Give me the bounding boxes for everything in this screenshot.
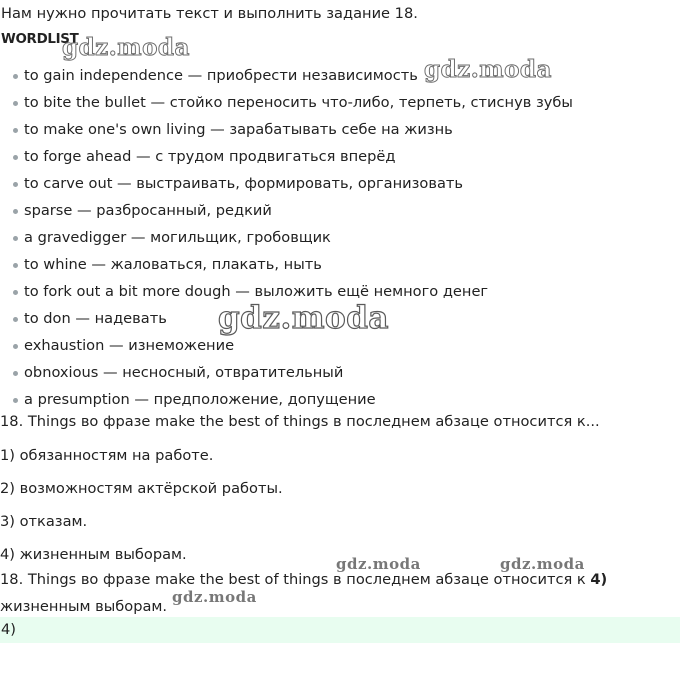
watermark-logo: gdz.moda — [218, 300, 389, 336]
option-1: 1) обязанностям на работе. — [0, 447, 214, 464]
bullet-icon — [13, 398, 18, 403]
wordlist-item: to make one's own living — зарабатывать себе на жизнь — [0, 120, 573, 147]
wordlist-item: to don — надевать — [0, 309, 573, 336]
wordlist-item: to fork out a bit more dough — выложить ещё немного денег — [0, 282, 573, 309]
option-4: 4) жизненным выборам. — [0, 546, 187, 563]
bullet-icon — [13, 317, 18, 322]
bullet-icon — [13, 128, 18, 133]
bullet-icon — [13, 290, 18, 295]
bullet-icon — [13, 263, 18, 268]
wordlist-item: to carve out — выстраивать, формировать, организовать — [0, 174, 573, 201]
wordlist-item: obnoxious — несносный, отвратительный — [0, 363, 573, 390]
answer-box — [0, 617, 680, 643]
wordlist-item: to forge ahead — с трудом продвигаться вперёд — [0, 147, 573, 174]
bullet-icon — [13, 344, 18, 349]
answer-sentence: 18. Things во фразе make the best of things в последнем абзаце относится к 4) — [0, 571, 608, 588]
wordlist-item: to whine — жаловаться, плакать, ныть — [0, 255, 573, 282]
wordlist-item: exhaustion — изнеможение — [0, 336, 573, 363]
option-2: 2) возможностям актёрской работы. — [0, 480, 283, 497]
bullet-icon — [13, 74, 18, 79]
watermark-logo: gdz.moda — [62, 34, 190, 61]
watermark-logo: gdz.moda — [172, 588, 257, 606]
watermark-logo: gdz.moda — [500, 555, 585, 573]
wordlist-item: to gain independence — приобрести независимость — [0, 66, 573, 93]
wordlist-heading: WORDLIST — [1, 32, 79, 47]
answer-bold: 4) — [590, 571, 608, 588]
bullet-icon — [13, 236, 18, 241]
bullet-icon — [13, 209, 18, 214]
answer-continuation: жизненным выборам. — [0, 598, 168, 615]
answer-box-text: 4) — [1, 621, 16, 638]
bullet-icon — [13, 101, 18, 106]
wordlist-item: to bite the bullet — стойко переносить что-либо, терпеть, стиснув зубы — [0, 93, 573, 120]
watermark-logo: gdz.moda — [336, 555, 421, 573]
wordlist-item: a gravedigger — могильщик, гробовщик — [0, 228, 573, 255]
question-text: 18. Things во фразе make the best of things в последнем абзаце относится к... — [0, 413, 600, 430]
intro-text: Нам нужно прочитать текст и выполнить задание 18. — [1, 5, 418, 22]
bullet-icon — [13, 371, 18, 376]
watermark-logo: gdz.moda — [424, 56, 552, 83]
bullet-icon — [13, 155, 18, 160]
wordlist — [0, 66, 573, 417]
option-3: 3) отказам. — [0, 513, 88, 530]
wordlist-item: a presumption — предположение, допущение — [0, 390, 573, 417]
wordlist-item: sparse — разбросанный, редкий — [0, 201, 573, 228]
bullet-icon — [13, 182, 18, 187]
